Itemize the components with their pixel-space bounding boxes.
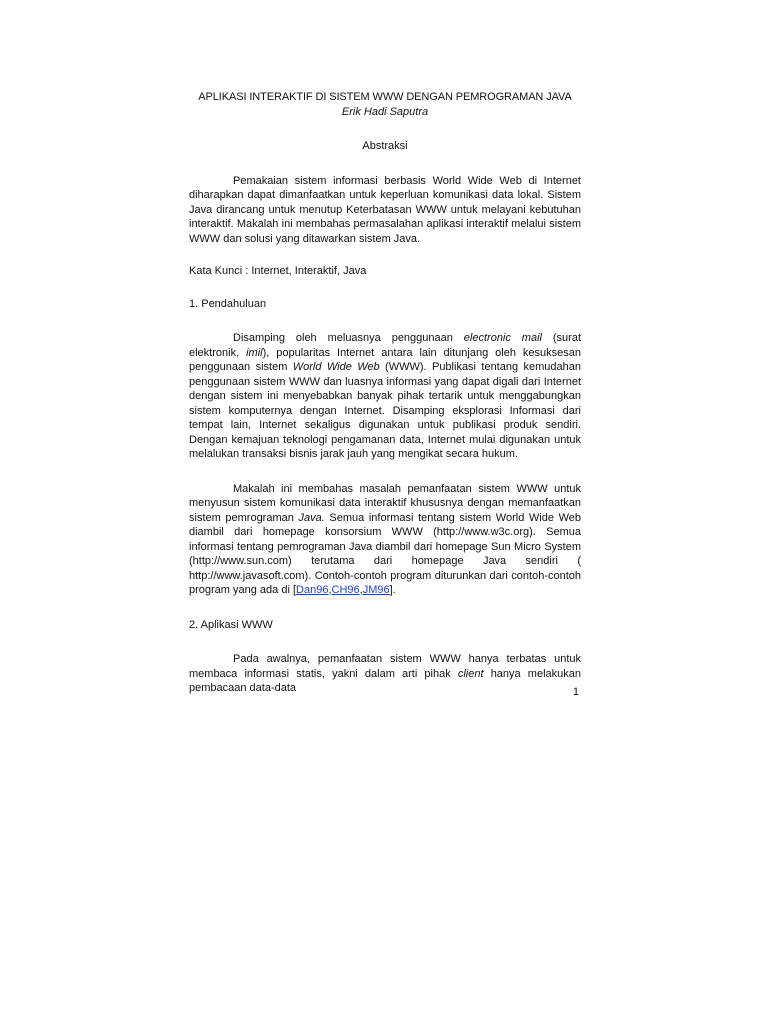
paragraph-intro-2: Makalah ini membahas masalah pemanfaatan sistem WWW untuk menyusun sistem komunikasi data interaktif khususnya dengan memanfaatkan sistem pemrograman Java. Semua informasi tentang sistem World Wide Web diambil dari homepage konsorsium WWW (http://www.w3c.org). Semua informasi tentang pemrograman Java diambil dari homepage Sun Micro System (http://www.sun.com) terutama dari homepage Java sendiri ( http://www.javasoft.com). Contoh-contoh program diturunkan dari contoh-contoh program yang ada di [Dan96,CH96,JM96].	[189, 482, 582, 596]
section-heading-pendahuluan: 1. Pendahuluan	[189, 297, 267, 310]
citation-link-dan96[interactable]: Dan96	[296, 584, 329, 596]
keywords: Kata Kunci : Internet, Interaktif, Java	[189, 265, 367, 277]
citation-link-jm96[interactable]: JM96	[362, 584, 390, 596]
emphasis-text: World Wide Web	[292, 361, 380, 373]
author-name: Erik Hadi Saputra	[341, 105, 429, 118]
citation-link-ch96[interactable]: CH96	[331, 584, 360, 596]
page-number: 1	[572, 686, 579, 698]
paragraph-intro-1: Disamping oleh meluasnya penggunaan electronic mail (surat elektronik, imil), popularitas Internet antara lain ditunjang oleh kesuksesan penggunaan sistem World Wide Web (WWW). Publikasi tentang kemudahan penggunaan sistem WWW dan luasnya informasi yang dapat digali dari Internet dengan sistem ini menyebabkan banyak pihak tertarik untuk menggabungkan sistem komputernya dengan Internet. Disamping eksplorasi Informasi dari tempat lain, Internet sekaligus digunakan untuk publikasi produk sendiri. Dengan kemajuan teknologi pengamanan data, Internet mulai digunakan untuk melalukan transaksi bisnis jarak jauh yang mengikat secara hukum.	[189, 332, 581, 460]
paper-title: APLIKASI INTERAKTIF DI SISTEM WWW DENGAN PEMROGRAMAN JAVA	[198, 91, 572, 103]
emphasis-text: imil	[246, 346, 263, 359]
document-page	[189, 90, 581, 696]
abstract-heading: Abstraksi	[362, 140, 408, 152]
emphasis-text: Java.	[298, 511, 325, 524]
abstract-paragraph: Pemakaian sistem informasi berbasis World Wide Web di Internet diharapkan dapat dimanfaatkan untuk keperluan komunikasi data lokal. Sistem Java dirancang untuk menutup Keterbatasan WWW untuk melayani kebutuhan interaktif. Makalah ini membahas permasalahan aplikasi interaktif melalui sistem WWW dan solusi yang ditawarkan sistem Java.	[189, 174, 581, 245]
emphasis-text: client	[457, 667, 484, 680]
paragraph-aplikasi-1: Pada awalnya, pemanfaatan sistem WWW hanya terbatas untuk membaca informasi statis, yakni dalam arti pihak client hanya melakukan pembacaan data-data	[189, 653, 581, 694]
emphasis-text: electronic mail	[463, 332, 542, 344]
section-heading-aplikasi-www: 2. Aplikasi WWW	[189, 618, 273, 631]
